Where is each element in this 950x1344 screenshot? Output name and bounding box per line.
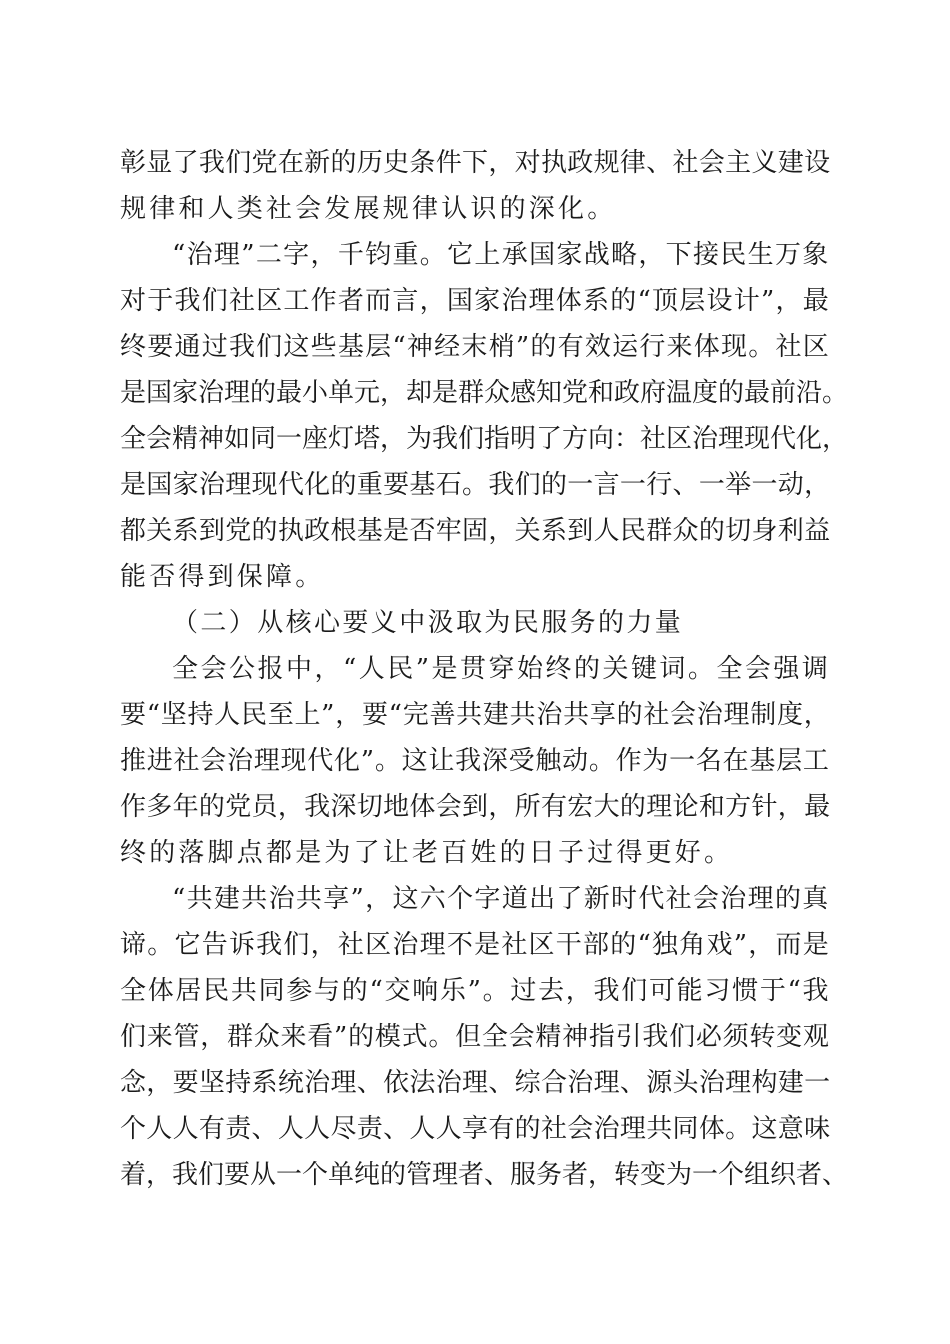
- body-text-line: 谛。它告诉我们，社区治理不是社区干部的“独角戏”，而是: [120, 930, 830, 960]
- body-text-line: 规律和人类社会发展规律认识的深化。: [120, 194, 617, 224]
- paragraph-first-line: “治理”二字，千钧重。它上承国家战略，下接民生万象: [172, 240, 830, 270]
- body-text-line: 终的落脚点都是为了让老百姓的日子过得更好。: [120, 838, 734, 868]
- paragraph-first-line: 全会公报中，“人民”是贯穿始终的关键词。全会强调: [172, 654, 831, 684]
- body-text-line: 全会精神如同一座灯塔，为我们指明了方向：社区治理现代化，: [120, 424, 849, 454]
- body-text-line: 作多年的党员，我深切地体会到，所有宏大的理论和方针，最: [120, 792, 831, 822]
- body-text-line: 是国家治理的最小单元，却是群众感知党和政府温度的最前沿。: [120, 378, 849, 408]
- body-text-line: 着，我们要从一个单纯的管理者、服务者，转变为一个组织者、: [120, 1160, 849, 1190]
- paragraph-first-line: “共建共治共享”，这六个字道出了新时代社会治理的真: [172, 884, 830, 914]
- body-text-line: 彰显了我们党在新的历史条件下，对执政规律、社会主义建设: [120, 148, 831, 178]
- body-text-line: 个人人有责、人人尽责、人人享有的社会治理共同体。这意味: [120, 1114, 831, 1144]
- body-text-line: 念，要坚持系统治理、依法治理、综合治理、源头治理构建一: [120, 1068, 831, 1098]
- body-text-line: 推进社会治理现代化”。这让我深受触动。作为一名在基层工: [120, 746, 830, 776]
- section-heading: （二）从核心要义中汲取为民服务的力量: [172, 608, 684, 638]
- body-text-line: 都关系到党的执政根基是否牢固，关系到人民群众的切身利益: [120, 516, 831, 546]
- body-text-line: 全体居民共同参与的“交响乐”。过去，我们可能习惯于“我: [120, 976, 831, 1006]
- body-text-line: 能否得到保障。: [120, 562, 325, 592]
- body-text-line: 要“坚持人民至上”，要“完善共建共治共享的社会治理制度，: [120, 700, 831, 730]
- body-text-line: 终要通过我们这些基层“神经末梢”的有效运行来体现。社区: [120, 332, 830, 362]
- body-text-line: 是国家治理现代化的重要基石。我们的一言一行、一举一动，: [120, 470, 831, 500]
- body-text-line: 对于我们社区工作者而言，国家治理体系的“顶层设计”，最: [120, 286, 830, 316]
- body-text-line: 们来管，群众来看”的模式。但全会精神指引我们必须转变观: [120, 1022, 830, 1052]
